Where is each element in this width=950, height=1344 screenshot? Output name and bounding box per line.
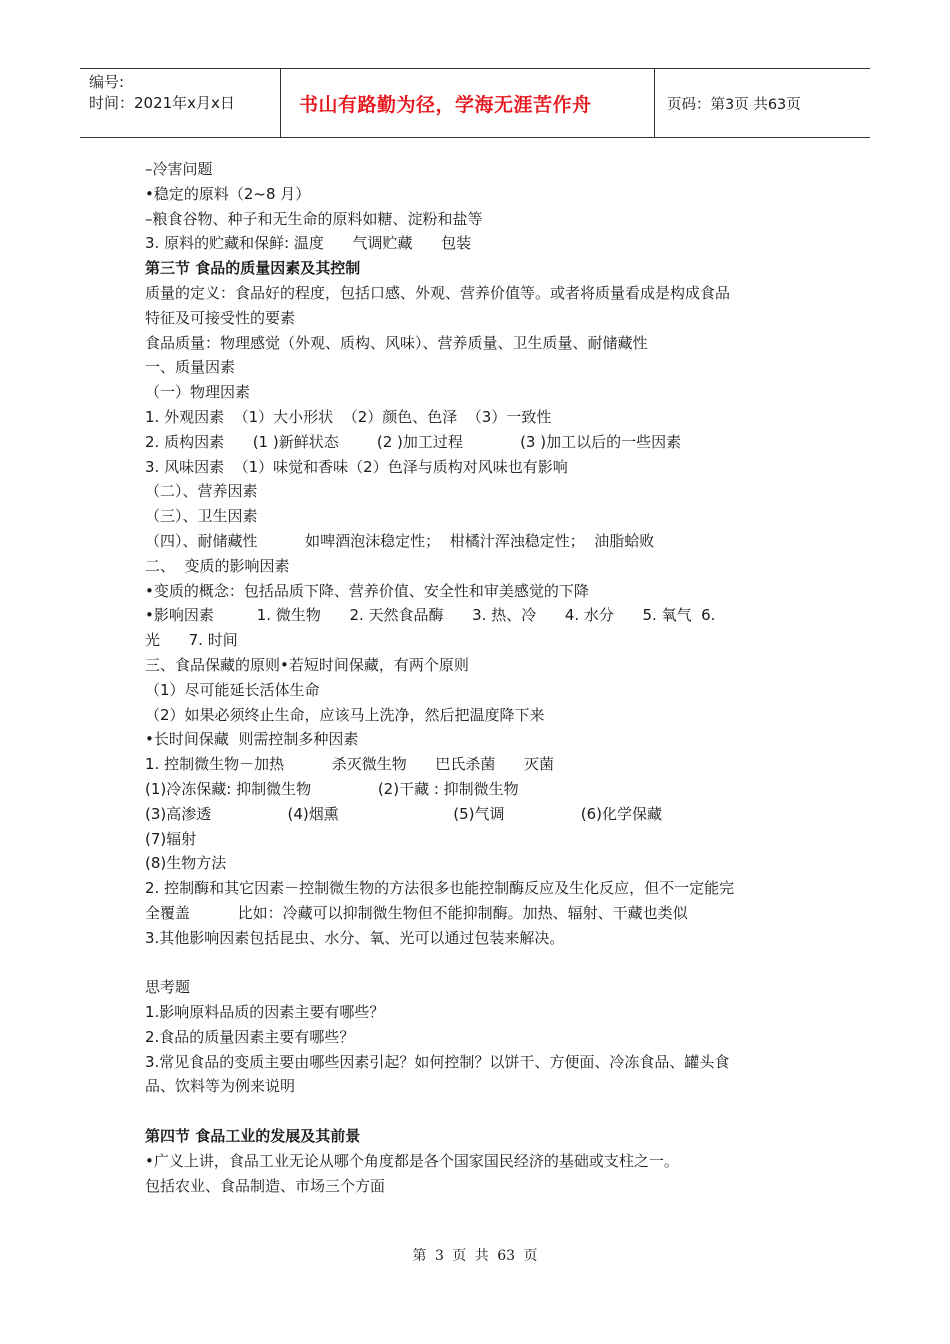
text-line: （2）如果必须终止生命，应该马上洗净，然后把温度降下来: [145, 705, 545, 724]
text-line: 3.常见食品的变质主要由哪些因素引起？如何控制？以饼干、方便面、冷冻食品、罐头食: [145, 1052, 730, 1071]
text-line: 3. 风味因素 （1）味觉和香味（2）色泽与质构对风味也有影响: [145, 457, 568, 476]
header-meta: [80, 69, 281, 137]
text-line: •变质的概念：包括品质下降、营养价值、安全性和审美感觉的下降: [145, 581, 589, 600]
text-line: –粮食谷物、种子和无生命的原料如糖、淀粉和盐等: [145, 209, 483, 228]
text-line: –冷害问题: [145, 160, 213, 178]
text-line: 一、质量因素: [145, 358, 236, 377]
footer-page-number: 第 3 页 共 63 页: [412, 1248, 538, 1264]
text-line: •稳定的原料（2~8 月）: [145, 184, 311, 203]
text-line: 思考题: [145, 978, 191, 997]
text-line: 三、食品保藏的原则•若短时间保藏，有两个原则: [145, 655, 469, 674]
text-line: [145, 951, 825, 976]
text-line: 2. 质构因素 (1 )新鲜状态 (2 )加工过程 (3 )加工以后的一些因素: [145, 432, 682, 451]
text-line: 品、饮料等为例来说明: [145, 1077, 296, 1096]
text-line: （三）、卫生因素: [145, 507, 258, 526]
text-line: •广义上讲，食品工业无论从哪个角度都是各个国家国民经济的基础或支柱之一。: [145, 1151, 679, 1170]
text-line: 全覆盖 比如：冷藏可以抑制微生物但不能抑制酶。加热、辐射、干藏也类似: [145, 903, 688, 922]
page-footer: [0, 1245, 950, 1265]
text-line: 食品质量：物理感觉（外观、质构、风味）、营养质量、卫生质量、耐储藏性: [145, 333, 648, 352]
text-line: （二）、营养因素: [145, 482, 258, 501]
time-label: 时间：2021年x月x日: [89, 94, 235, 112]
page-info-text: 页码：第3页 共63页: [667, 96, 801, 113]
text-line: (7)辐射: [145, 829, 197, 848]
text-line: 3.其他影响因素包括昆虫、水分、氧、光可以通过包装来解决。: [145, 928, 565, 947]
header-page-info: [655, 69, 870, 137]
number-label: 编号:: [89, 73, 125, 91]
text-line: 1.影响原料品质的因素主要有哪些？: [145, 1003, 385, 1022]
text-line: 包括农业、食品制造、市场三个方面: [145, 1176, 386, 1195]
text-line: 2.食品的质量因素主要有哪些？: [145, 1027, 355, 1046]
text-line: 1. 控制微生物－加热 杀灭微生物 巴氏杀菌 灭菌: [145, 755, 554, 774]
text-line: (3)高渗透 (4)烟熏 (5)气调 (6)化学保藏: [145, 804, 663, 823]
text-line: (8)生物方法: [145, 854, 227, 873]
text-line: 2. 控制酶和其它因素－控制微生物的方法很多也能控制酶反应及生化反应，但不一定能完: [145, 879, 735, 898]
text-line: （四）、耐储藏性 如啤酒泡沫稳定性； 柑橘汁浑浊稳定性； 油脂蛤败: [145, 531, 655, 550]
header-motto: [281, 69, 655, 137]
text-line: （1）尽可能延长活体生命: [145, 680, 320, 699]
text-line: 质量的定义：食品好的程度，包括口感、外观、营养价值等。或者将质量看成是构成食品: [145, 283, 731, 302]
section-heading: 第四节 食品工业的发展及其前景: [145, 1127, 361, 1146]
text-line: 光 7. 时间: [145, 631, 238, 650]
text-line: (1)冷冻保藏: 抑制微生物 (2)干藏 : 抑制微生物: [145, 779, 519, 798]
text-line: [145, 1099, 825, 1124]
text-line: 3. 原料的贮藏和保鲜: 温度 气调贮藏 包装: [145, 234, 472, 253]
text-line: 二、 变质的影响因素: [145, 556, 290, 575]
text-line: （一）物理因素: [145, 383, 251, 402]
motto-text: 书山有路勤为径，学海无涯苦作舟: [299, 93, 592, 116]
page-header: [80, 68, 870, 138]
text-line: •影响因素 1. 微生物 2. 天然食品酶 3. 热、冷 4. 水分 5. 氧气 6.: [145, 606, 716, 625]
section-heading: 第三节 食品的质量因素及其控制: [145, 259, 361, 278]
text-line: •长时间保藏 则需控制多种因素: [145, 730, 359, 749]
text-line: 1. 外观因素 （1）大小形状 （2）颜色、色泽 （3）一致性: [145, 407, 552, 426]
document-body: [145, 157, 825, 1198]
text-line: 特征及可接受性的要素: [145, 308, 296, 327]
